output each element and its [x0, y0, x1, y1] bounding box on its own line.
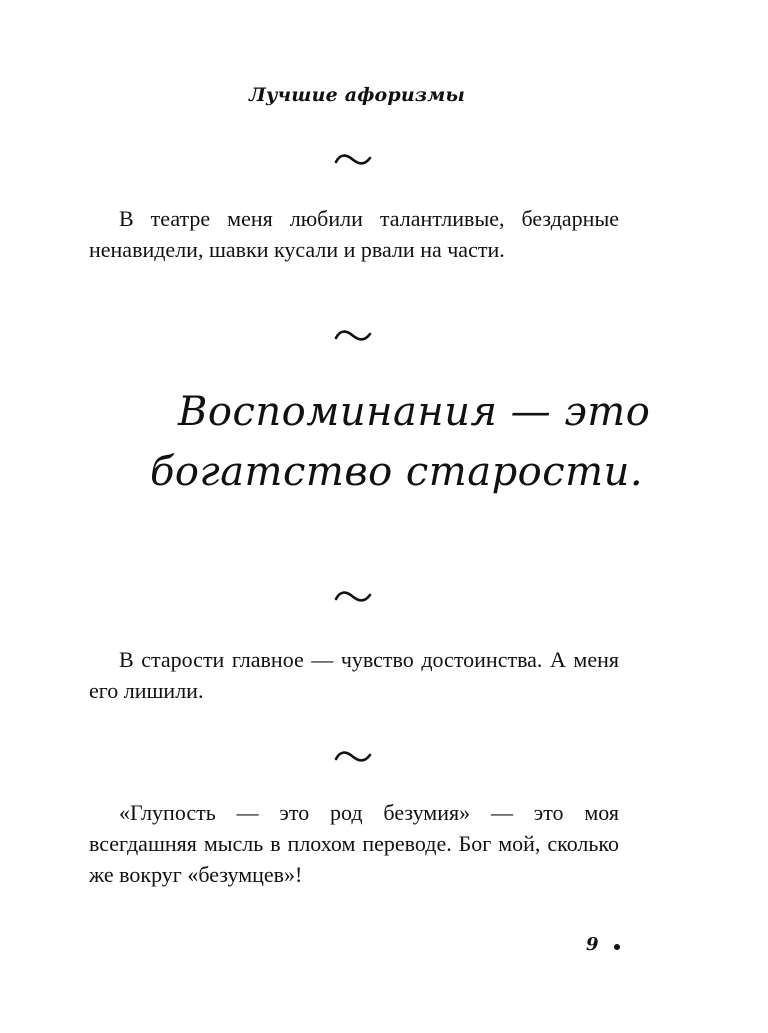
featured-quote-line-1: Воспоминания — это — [178, 389, 651, 435]
featured-quote — [150, 382, 650, 502]
aphorism-4-text: «Глупость — это род безумия» — это моя всегдашняя мысль в плохом переводе. Бог мой, сколько же вокруг «безумцев»! — [89, 800, 619, 887]
tilde-flourish-icon — [330, 326, 378, 346]
page-number: 9 — [586, 934, 599, 955]
aphorism-1-text: В театре меня любили талантливые, бездарные ненавидели, шавки кусали и рвали на части. — [89, 206, 619, 262]
tilde-flourish-icon — [330, 150, 378, 170]
featured-quote-line-2: богатство старости. — [150, 449, 644, 495]
aphorism-3-text: В старости главное — чувство достоинства. А меня его лишили. — [89, 647, 619, 703]
aphorism-3 — [89, 644, 619, 706]
bullet-dot — [614, 944, 620, 950]
aphorism-4 — [89, 797, 619, 890]
tilde-flourish-icon — [330, 587, 378, 607]
aphorism-1 — [89, 203, 619, 265]
running-header: Лучшие афоризмы — [248, 84, 466, 106]
tilde-flourish-icon — [330, 747, 378, 767]
